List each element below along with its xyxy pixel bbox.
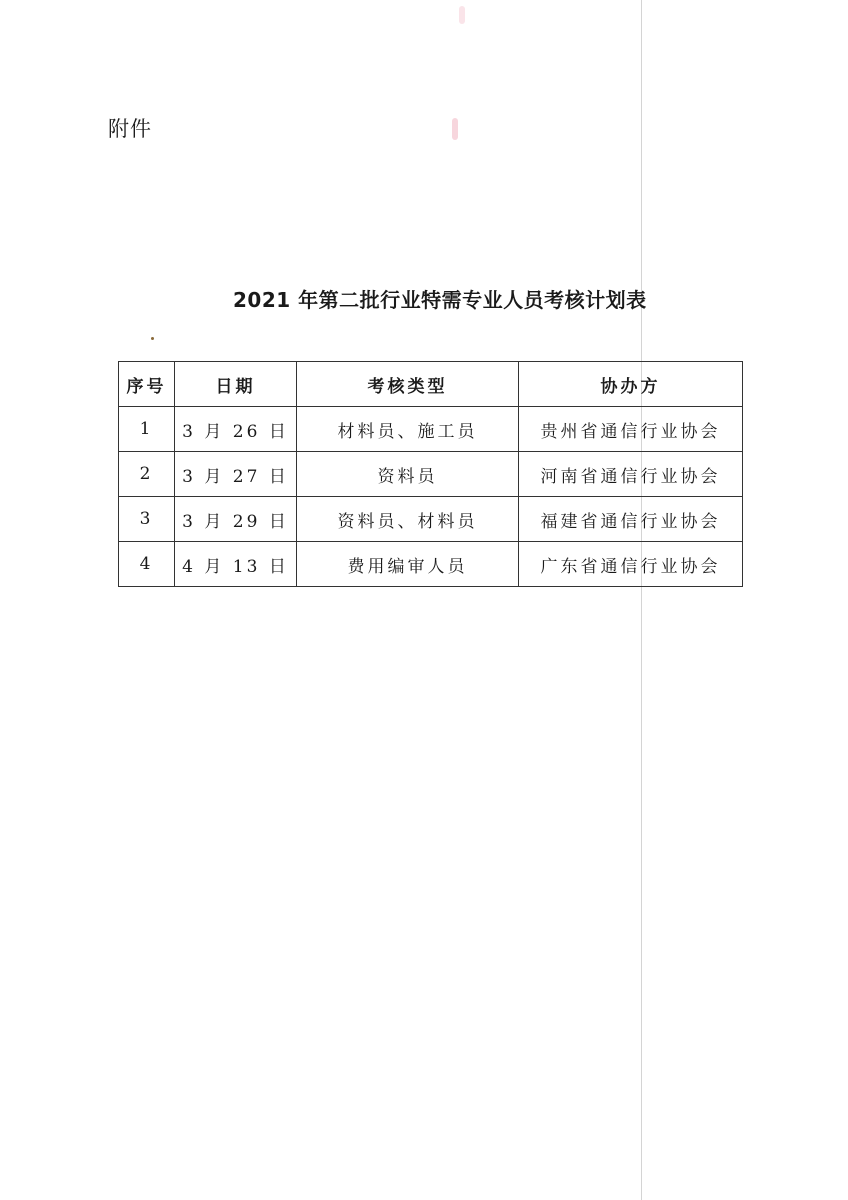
stamp-trace-mark [452, 118, 458, 140]
cell-co-organizer: 广东省通信行业协会 [519, 542, 743, 587]
cell-assessment-type: 费用编审人员 [297, 542, 519, 587]
cell-serial: 2 [119, 452, 175, 497]
cell-date: 4 月 13 日 [175, 542, 297, 587]
table-row [119, 497, 743, 542]
cell-co-organizer: 贵州省通信行业协会 [519, 407, 743, 452]
table-row [119, 452, 743, 497]
cell-serial: 3 [119, 497, 175, 542]
header-serial: 序号 [119, 362, 175, 407]
attachment-label: 附件 [108, 117, 152, 141]
table-row [119, 407, 743, 452]
cell-co-organizer: 河南省通信行业协会 [519, 452, 743, 497]
table-row [119, 542, 743, 587]
cell-date: 3 月 29 日 [175, 497, 297, 542]
assessment-plan-table [118, 361, 743, 587]
table-header-row [119, 362, 743, 407]
cell-serial: 1 [119, 407, 175, 452]
stamp-trace-mark [459, 6, 465, 24]
cell-serial: 4 [119, 542, 175, 587]
header-co-organizer: 协办方 [519, 362, 743, 407]
ink-speck [151, 337, 154, 340]
document-title: 2021 年第二批行业特需专业人员考核计划表 [233, 288, 647, 312]
cell-assessment-type: 材料员、施工员 [297, 407, 519, 452]
cell-assessment-type: 资料员 [297, 452, 519, 497]
scan-fold-line [641, 0, 642, 1200]
cell-date: 3 月 26 日 [175, 407, 297, 452]
cell-assessment-type: 资料员、材料员 [297, 497, 519, 542]
header-date: 日期 [175, 362, 297, 407]
cell-co-organizer: 福建省通信行业协会 [519, 497, 743, 542]
cell-date: 3 月 27 日 [175, 452, 297, 497]
header-assessment-type: 考核类型 [297, 362, 519, 407]
